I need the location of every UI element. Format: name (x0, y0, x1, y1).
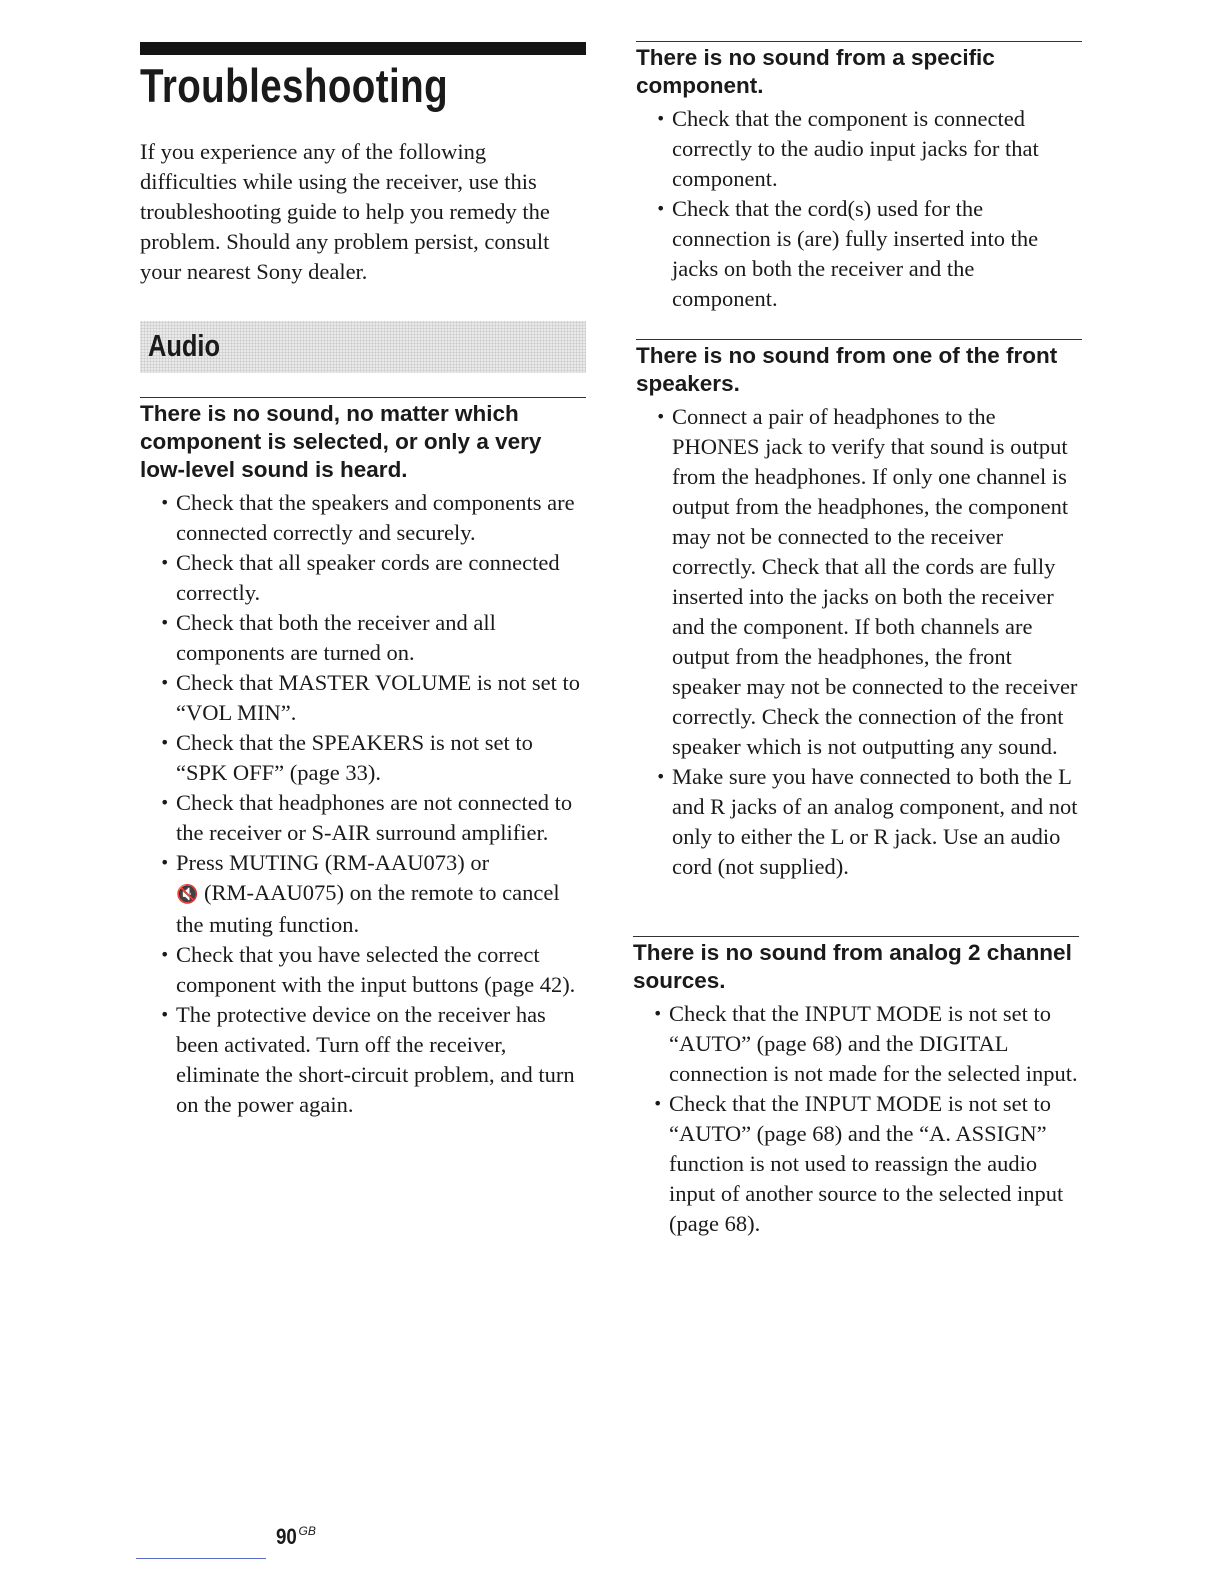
solution-item: • Check that headphones are not connected to the receiver or S-AIR surround amplifier. (140, 788, 586, 848)
page-title: Troubleshooting (140, 59, 449, 112)
footer-rule (136, 1558, 266, 1559)
problem-block-front-speakers (636, 339, 1082, 882)
solution-list (140, 488, 586, 1120)
muting-icon: 🔇 (176, 884, 199, 905)
section-header-audio (140, 321, 586, 373)
page-number-suffix: GB (298, 1524, 316, 1538)
solution-item: • Check that the component is connected correctly to the audio input jacks for that component. (636, 104, 1082, 194)
problem-block-analog-sources (633, 936, 1079, 1239)
page-number-value: 90 (276, 1524, 297, 1549)
solution-item: • Check that all speaker cords are connected correctly. (140, 548, 586, 608)
solution-item: • Connect a pair of headphones to the PHONES jack to verify that sound is output from the headphones. If only one channel is output from the headphones, the component may not be connected to the receiver correctly. Check that all the cords are fully inserted into the jacks on both the receiver and the component. If both channels are output from the headphones, the front speaker may not be connected to the receiver correctly. Check the connection of the front speaker which is not outputting any sound. (636, 402, 1082, 762)
solution-list (633, 999, 1079, 1239)
problem-heading: There is no sound from one of the front speakers. (636, 343, 1058, 396)
muting-text: Press MUTING (RM-AAU073) or (176, 850, 490, 875)
problem-block-specific-component (636, 41, 1082, 314)
section-title: Audio (148, 328, 221, 363)
problem-block-no-sound (140, 397, 586, 1120)
solution-item: • Check that you have selected the correct component with the input buttons (page 42). (140, 940, 586, 1000)
solution-list (636, 104, 1082, 314)
muting-text-cont: (RM-AAU075) on the remote to cancel the muting function. (176, 880, 560, 937)
solution-item: • Make sure you have connected to both the L and R jacks of an analog component, and not only to either the L or R jack. Use an audio cord (not supplied). (636, 762, 1082, 882)
solution-item: • Check that the speakers and components are connected correctly and securely. (140, 488, 586, 548)
solution-item: • The protective device on the receiver has been activated. Turn off the receiver, eliminate the short-circuit problem, and turn on the power again. (140, 1000, 586, 1120)
problem-heading: There is no sound from a specific component. (636, 45, 995, 98)
problem-heading: There is no sound, no matter which component is selected, or only a very low-level sound is heard. (140, 401, 542, 482)
solution-item: • Check that MASTER VOLUME is not set to “VOL MIN”. (140, 668, 586, 728)
intro-paragraph: If you experience any of the following difficulties while using the receiver, use this troubleshooting guide to help you remedy the problem. Should any problem persist, consult your nearest Sony dealer. (140, 139, 550, 284)
solution-item: • Check that the INPUT MODE is not set to “AUTO” (page 68) and the DIGITAL connection is not made for the selected input. (633, 999, 1079, 1089)
solution-list (636, 402, 1082, 882)
solution-item: • Check that the SPEAKERS is not set to “SPK OFF” (page 33). (140, 728, 586, 788)
solution-item: • Check that the cord(s) used for the connection is (are) fully inserted into the jacks on both the receiver and the component. (636, 194, 1082, 314)
page-number (276, 1524, 316, 1550)
title-bar (140, 42, 586, 55)
solution-item: • Check that the INPUT MODE is not set to “AUTO” (page 68) and the “A. ASSIGN” function is not used to reassign the audio input of another source to the selected input (page 68). (633, 1089, 1079, 1239)
solution-item-muting (140, 848, 586, 940)
problem-heading: There is no sound from analog 2 channel sources. (633, 940, 1072, 993)
solution-item: • Check that both the receiver and all components are turned on. (140, 608, 586, 668)
